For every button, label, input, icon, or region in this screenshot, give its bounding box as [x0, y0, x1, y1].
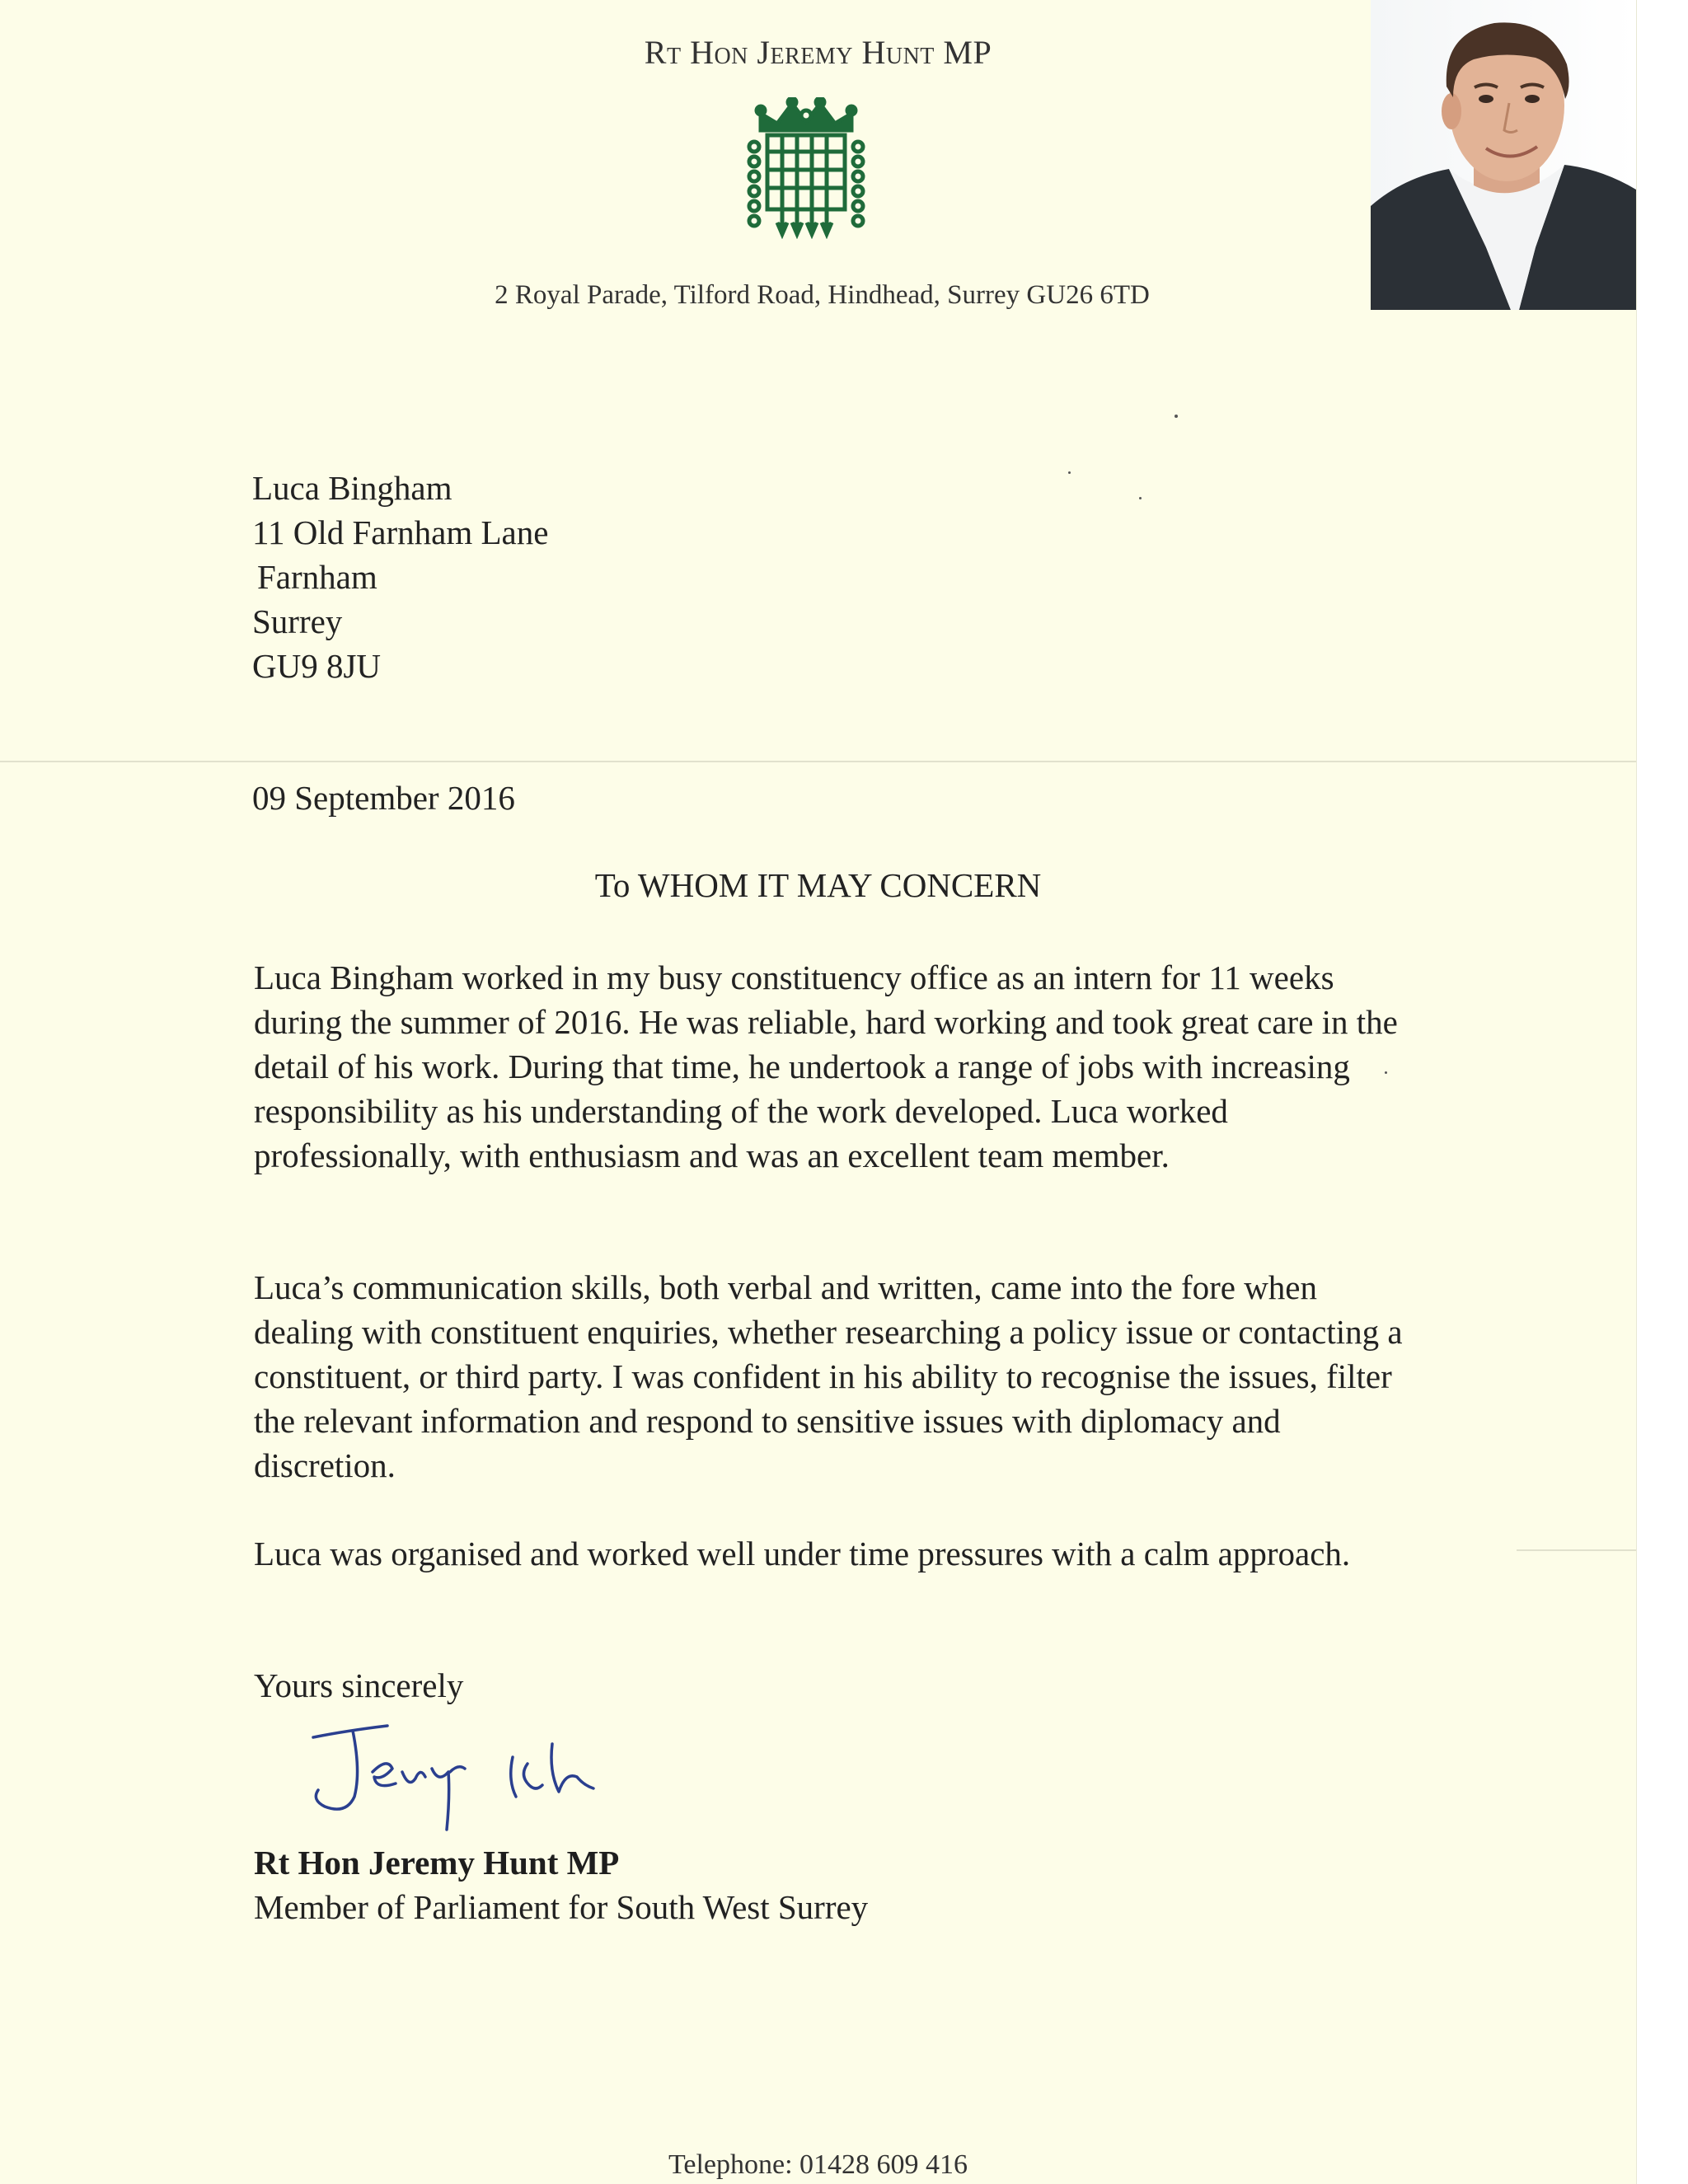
- paper-speck: [1175, 415, 1178, 418]
- footer-telephone: Telephone: 01428 609 416: [668, 2149, 968, 2180]
- portcullis-icon: [744, 97, 868, 239]
- recipient-line: Farnham: [257, 558, 377, 596]
- paper-speck: [1139, 497, 1142, 499]
- body-paragraph: Luca’s communication skills, both verbal and written, came into the fore when dealing with constituent enquiries, whether researching a policy issue or contacting a constituent, or third party. I was confident in his ability to recognise the issues, filter the relevant information and respond to sensitive issues with diplomacy and discretion.: [254, 1268, 1403, 1484]
- salutation: To WHOM IT MAY CONCERN: [594, 866, 1042, 904]
- handwritten-signature: [297, 1714, 651, 1846]
- recipient-line: 11 Old Farnham Lane: [252, 513, 549, 551]
- letterhead-name: Rt Hon Jeremy Hunt MP: [644, 34, 992, 71]
- portrait-photo: [1371, 0, 1636, 310]
- recipient-line: Surrey: [252, 602, 343, 640]
- body-paragraph: Luca Bingham worked in my busy constituency office as an intern for 11 weeks during the summer of 2016. He was reliable, hard working and took great care in the detail of his work. During that time, he undertook a range of jobs with increasing responsibility as his understanding of the work developed. Luca worked professionally, with enthusiasm and was an excellent team member.: [254, 958, 1398, 1174]
- paper-speck: [1385, 1071, 1387, 1074]
- letterhead-address: 2 Royal Parade, Tilford Road, Hindhead, Surrey GU26 6TD: [495, 280, 1150, 310]
- fold-line: [1517, 1549, 1636, 1551]
- recipient-address: [252, 466, 548, 688]
- letter-date: 09 September 2016: [252, 779, 515, 817]
- closing: Yours sincerely: [254, 1666, 464, 1704]
- signer-title: Member of Parliament for South West Surrey: [254, 1888, 869, 1926]
- recipient-line: GU9 8JU: [252, 647, 382, 685]
- signer-name: Rt Hon Jeremy Hunt MP: [254, 1844, 620, 1882]
- body-paragraph: Luca was organised and worked well under time pressures with a calm approach.: [254, 1535, 1351, 1572]
- paper-speck: [1068, 471, 1071, 474]
- recipient-line: Luca Bingham: [252, 469, 452, 507]
- fold-line: [0, 761, 1636, 762]
